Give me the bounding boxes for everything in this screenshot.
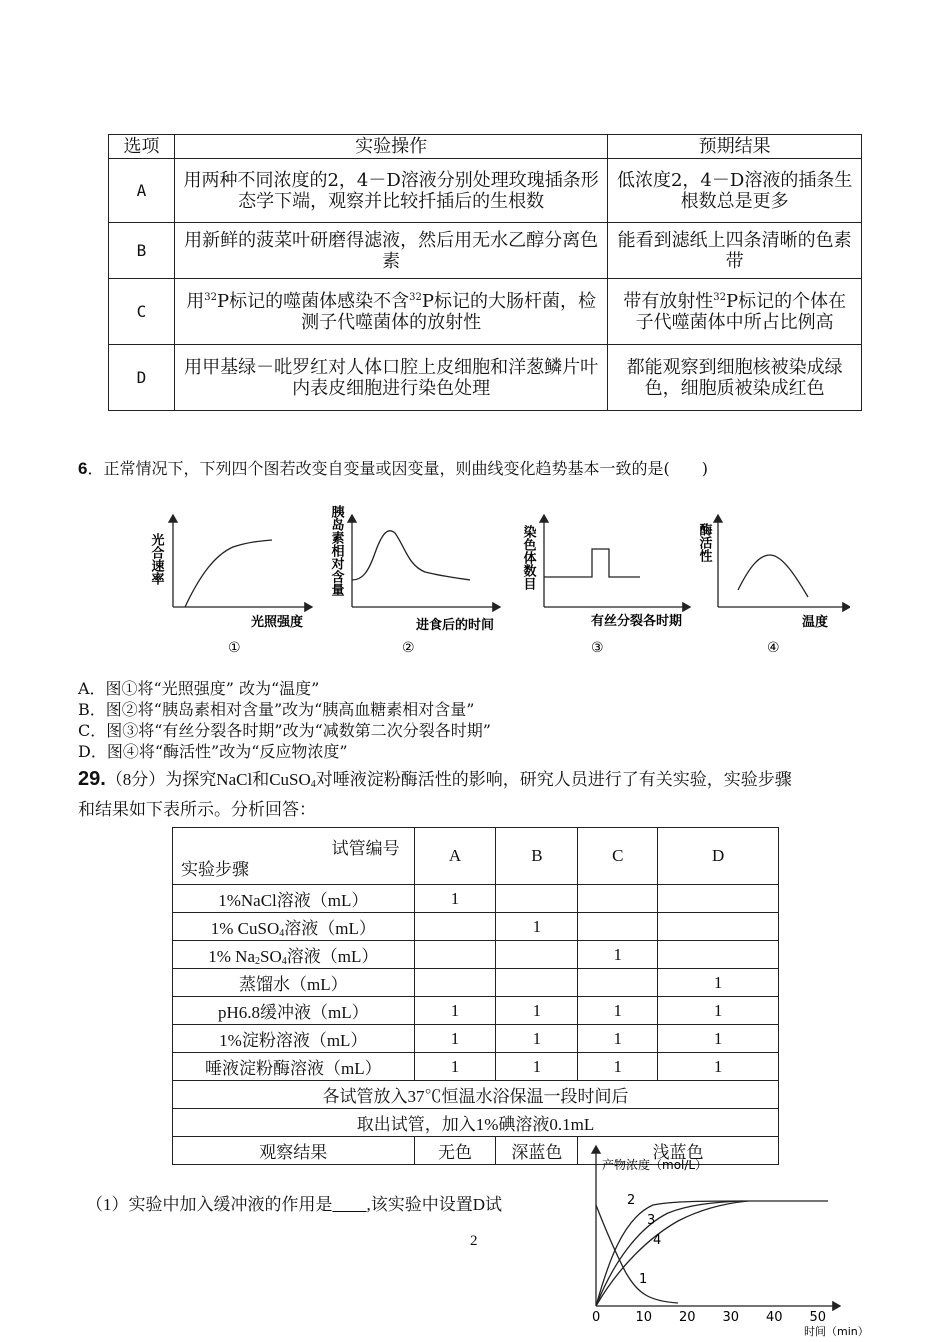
step-label: 蒸馏水（mL） (173, 969, 415, 997)
graph-1 (149, 515, 313, 656)
table-cell: 1 (658, 1053, 779, 1081)
table-cell: 1 (414, 1053, 496, 1081)
x-tick-label: 50 (809, 1310, 827, 1325)
page-number: 2 (470, 1233, 478, 1249)
option-b: B．图②将“胰岛素相对含量”改为“胰高血糖素相对含量” (78, 700, 475, 719)
experiment-options-table (108, 134, 862, 411)
enzyme-experiment-table (172, 827, 779, 1165)
graph-2-number: ② (402, 640, 415, 656)
table-cell: 1 (414, 885, 496, 913)
table-cell (658, 885, 779, 913)
graph-1-curve (185, 540, 272, 607)
question-6-stem (78, 456, 708, 479)
step-label: 1%NaCl溶液（mL） (173, 885, 415, 913)
graph-4 (697, 515, 851, 656)
table-cell (414, 913, 496, 941)
operation-cell: 用甲基绿－吡罗红对人体口腔上皮细胞和洋葱鳞片叶内表皮细胞进行染色处理 (174, 345, 607, 411)
graph-2-xlabel: 进食后的时间 (416, 618, 495, 633)
result-cell: 低浓度2，4－D溶液的插条生根数总是更多 (608, 159, 862, 223)
graph-2-ylabel: 胰岛素相对含量 (328, 505, 344, 596)
table-cell: 1 (578, 1025, 658, 1053)
graph-1-ylabel: 光合速率 (148, 533, 164, 585)
graph-3-curve (544, 549, 640, 577)
table-cell: 1 (496, 1053, 578, 1081)
table-cell: 1 (658, 969, 779, 997)
question-number: 6 (78, 459, 88, 478)
curve-1 (596, 1205, 678, 1303)
q6-graphs (130, 495, 850, 665)
table-cell (496, 969, 578, 997)
x-tick-label: 0 (592, 1310, 601, 1325)
table-cell: 1 (496, 913, 578, 941)
table-cell: 1 (578, 997, 658, 1025)
tube-header: A (414, 828, 496, 885)
step-label: 1% $Na_2SO_4$溶液（mL） (173, 941, 415, 969)
operation-cell: 用$^{32}$P标记的噬菌体感染不含$^{32}$P标记的大肠杆菌，检测子代噬菌体的放射性 (174, 279, 607, 345)
tube-header: B (496, 828, 578, 885)
x-tick-label: 10 (635, 1310, 653, 1325)
table-cell: 1 (578, 1053, 658, 1081)
option-c: C．图③将“有丝分裂各时期”改为“减数第二次分裂各时期” (78, 721, 491, 740)
table-cell (496, 941, 578, 969)
question-text: ．正常情况下，下列四个图若改变自变量或因变量，则曲线变化趋势基本一致的是( ) (87, 459, 708, 478)
step-span: 各试管放入37℃恒温水浴保温一段时间后 (173, 1081, 779, 1109)
step-label: 1% CuSO$_4$溶液（mL） (173, 913, 415, 941)
product-concentration-chart (578, 1143, 878, 1342)
tube-header: D (658, 828, 779, 885)
curve-4 (596, 1201, 748, 1306)
curve-label-1: 1 (639, 1272, 648, 1287)
answer-blank: ____ (332, 1195, 367, 1214)
q6-options (78, 678, 491, 762)
operation-cell: 用新鲜的菠菜叶研磨得滤液，然后用无水乙醇分离色素 (174, 223, 607, 279)
result-cell: 都能观察到细胞核被染成绿色，细胞质被染成红色 (608, 345, 862, 411)
question-29-part-1: （1）实验中加入缓冲液的作用是____,该实验中设置D试 (86, 1195, 503, 1214)
curve-label-2: 2 (627, 1193, 636, 1208)
tube-header: C (578, 828, 658, 885)
result-cell: 浅蓝色 (578, 1137, 779, 1165)
option-label: B (109, 223, 175, 279)
result-cell: 能看到滤纸上四条清晰的色素带 (608, 223, 862, 279)
result-cell: 带有放射性$^{32}$P标记的个体在子代噬菌体中所占比例高 (608, 279, 862, 345)
graph-2-curve (352, 531, 470, 580)
graph-4-curve (738, 555, 808, 597)
option-label: D (109, 345, 175, 411)
table-cell: 1 (578, 941, 658, 969)
table-cell (578, 885, 658, 913)
table-cell (414, 941, 496, 969)
result-cell: 无色 (414, 1137, 496, 1165)
option-label: C (109, 279, 175, 345)
table-cell (496, 885, 578, 913)
result-cell: 深蓝色 (496, 1137, 578, 1165)
table1-header: 选项 (109, 135, 175, 159)
graph-3-ylabel: 染色体数目 (520, 525, 536, 590)
graph-2 (329, 504, 501, 656)
operation-cell: 用两种不同浓度的2，4－D溶液分别处理玫瑰插条形态学下端，观察并比较扦插后的生根数 (174, 159, 607, 223)
table-cell: 1 (496, 997, 578, 1025)
table-cell (658, 913, 779, 941)
result-label: 观察结果 (173, 1137, 415, 1165)
table-cell: 1 (658, 1025, 779, 1053)
table-cell: 1 (496, 1025, 578, 1053)
option-a: A．图①将“光照强度” 改为“温度” (78, 679, 320, 698)
table1-header: 实验操作 (174, 135, 607, 159)
table-cell (658, 941, 779, 969)
curve-2 (596, 1201, 828, 1306)
x-tick-label: 30 (722, 1310, 740, 1325)
step-label: 1%淀粉溶液（mL） (173, 1025, 415, 1053)
table-cell (414, 969, 496, 997)
graph-4-xlabel: 温度 (802, 615, 829, 630)
x-tick-label: 40 (766, 1310, 783, 1325)
graph-1-xlabel: 光照强度 (251, 615, 304, 630)
table-cell (578, 913, 658, 941)
table-cell: 1 (414, 997, 496, 1025)
step-label: pH6.8缓冲液（mL） (173, 997, 415, 1025)
question-29-stem: 29.（8分）为探究NaCl和CuSO$_4$对唾液淀粉酶活性的影响，研究人员进行了有关实验，实验步骤 和结果如下表所示。分析回答： (78, 768, 792, 819)
curve-3 (596, 1201, 743, 1306)
chart-xlabel: 时间（min） (804, 1325, 869, 1338)
table-cell (578, 969, 658, 997)
step-label: 唾液淀粉酶溶液（mL） (173, 1053, 415, 1081)
table-cell: 1 (658, 997, 779, 1025)
graph-4-ylabel: 酶活性 (696, 523, 712, 562)
table1-header: 预期结果 (608, 135, 862, 159)
curve-label-4: 4 (653, 1233, 662, 1248)
chart-ylabel: 产物浓度（mol/L） (602, 1158, 708, 1172)
x-tick-label: 20 (679, 1310, 696, 1325)
option-label: A (109, 159, 175, 223)
option-d: D．图④将“酶活性”改为“反应物浓度” (78, 742, 348, 761)
table2-corner: 试管编号 实验步骤 (173, 828, 415, 885)
step-span: 取出试管，加入1%碘溶液0.1mL (173, 1109, 779, 1137)
graph-3-number: ③ (591, 640, 604, 656)
table-cell: 1 (414, 1025, 496, 1053)
graph-4-number: ④ (767, 640, 780, 656)
graph-1-number: ① (228, 640, 241, 656)
graph-3-xlabel: 有丝分裂各时期 (591, 614, 683, 629)
question-number: 29. (78, 768, 106, 790)
curve-label-3: 3 (647, 1213, 656, 1228)
graph-3 (521, 515, 691, 656)
